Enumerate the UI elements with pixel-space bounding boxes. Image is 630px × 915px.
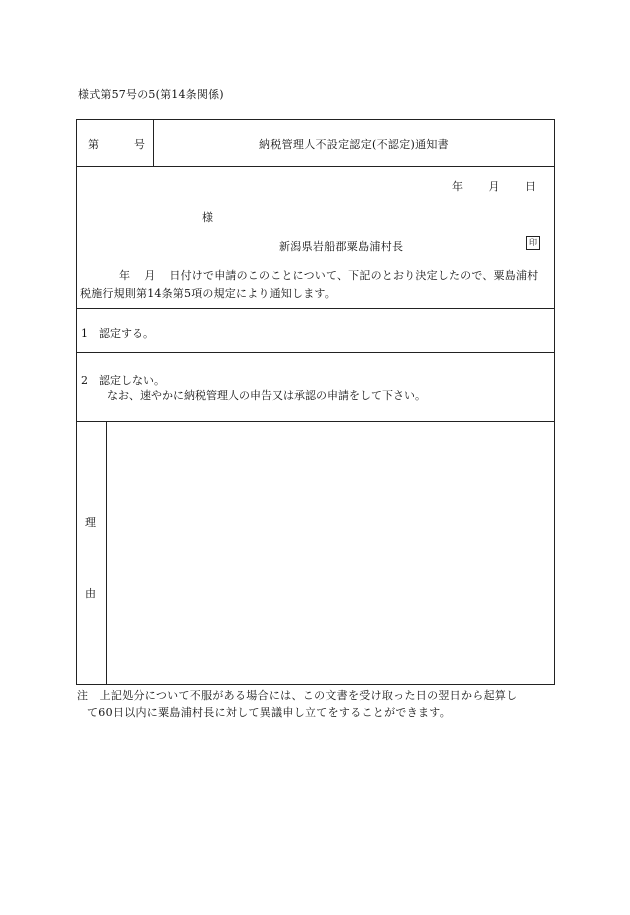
- date-year: 年: [452, 180, 463, 193]
- footnote: [77, 687, 555, 721]
- divider: [77, 352, 554, 353]
- body-line-1: [80, 267, 548, 285]
- header-row: [77, 120, 554, 167]
- decision-denied-note: なお、速やかに納税管理人の申告又は承認の申請をして下さい。: [107, 389, 426, 402]
- notice-body: [80, 267, 548, 303]
- date-line: [430, 178, 536, 194]
- body-line-2: 税施行規則第14条第5項の規定により通知します。: [80, 287, 336, 300]
- decision-denied-label: 2 認定しない。: [81, 374, 165, 387]
- issuer-name: 新潟県岩船郡粟島浦村長: [279, 240, 404, 253]
- date-month: 月: [488, 180, 500, 193]
- reason-char-2: 由: [85, 587, 96, 600]
- reason-char-1: 理: [85, 516, 96, 529]
- document-number-cell: [77, 120, 154, 166]
- decision-item-denied: [81, 373, 426, 403]
- form-caption: 様式第57号の5(第14条関係): [78, 88, 224, 101]
- decision-item-approved: 1 認定する。: [81, 327, 154, 340]
- body-month: 月: [144, 269, 156, 282]
- divider: [77, 421, 554, 422]
- document-title: 納税管理人不設定認定(不認定)通知書: [259, 138, 449, 151]
- notice-form: [76, 119, 555, 685]
- divider: [77, 308, 554, 309]
- date-day: 日: [525, 180, 536, 193]
- reason-label-column: [77, 422, 107, 684]
- body-year: 年: [119, 269, 131, 282]
- footnote-line-2: て60日以内に粟島浦村長に対して異議申し立てをすることができます。: [87, 706, 452, 719]
- seal-stamp-icon: 印: [526, 236, 540, 250]
- number-prefix: 第: [88, 138, 99, 151]
- body-line-1-text: 日付けで申請のこのことについて、下記のとおり決定したので、粟島浦村: [169, 269, 539, 282]
- addressee-suffix: 様: [202, 211, 213, 224]
- number-suffix: 号: [134, 138, 145, 151]
- footnote-line-1: 注 上記処分について不服がある場合には、この文書を受け取った日の翌日から起算し: [77, 689, 518, 702]
